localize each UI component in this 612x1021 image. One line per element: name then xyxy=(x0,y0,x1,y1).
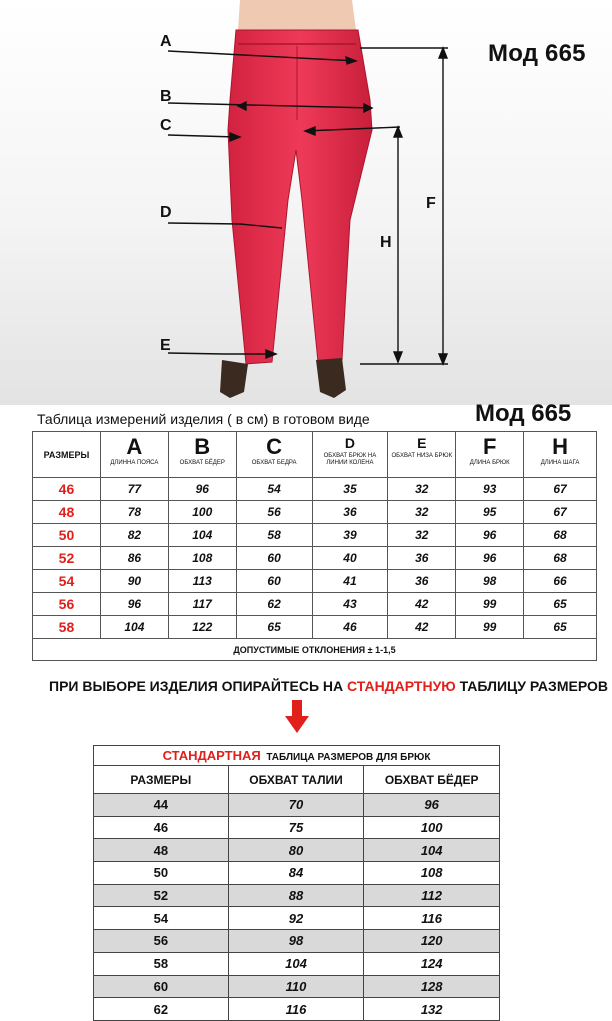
measurement-size-cell: 48 xyxy=(33,501,101,524)
model-label-top: Мод 665 xyxy=(488,40,586,67)
standard-value-cell: 116 xyxy=(364,907,500,930)
standard-size-cell: 54 xyxy=(94,907,229,930)
measurement-value-cell: 104 xyxy=(100,616,168,639)
measurement-value-cell: 39 xyxy=(312,524,388,547)
measurement-value-cell: 108 xyxy=(168,547,236,570)
measurement-value-cell: 99 xyxy=(456,593,524,616)
label-f: F xyxy=(426,195,436,212)
measurement-size-cell: 54 xyxy=(33,570,101,593)
standard-value-cell: 70 xyxy=(228,794,364,817)
standard-value-cell: 96 xyxy=(364,794,500,817)
measurement-row xyxy=(33,501,597,524)
right-shoe xyxy=(316,358,346,398)
measurement-value-cell: 95 xyxy=(456,501,524,524)
measurement-size-cell: 56 xyxy=(33,593,101,616)
measurement-value-cell: 113 xyxy=(168,570,236,593)
standard-value-cell: 80 xyxy=(228,839,364,862)
column-header-e: E ОБХВАТ НИЗА БРЮК xyxy=(388,432,456,478)
standard-header-sizes: РАЗМЕРЫ xyxy=(94,766,229,794)
measurement-value-cell: 98 xyxy=(456,570,524,593)
standard-header-waist: ОБХВАТ ТАЛИИ xyxy=(228,766,364,794)
standard-row xyxy=(94,816,500,839)
standard-value-cell: 124 xyxy=(364,952,500,975)
measurement-value-cell: 104 xyxy=(168,524,236,547)
standard-value-cell: 84 xyxy=(228,862,364,885)
note-text-after: ТАБЛИЦУ РАЗМЕРОВ xyxy=(455,678,608,694)
tolerance-row xyxy=(33,639,597,661)
standard-header-hips: ОБХВАТ БЁДЕР xyxy=(364,766,500,794)
measurement-value-cell: 41 xyxy=(312,570,388,593)
label-e: E xyxy=(160,337,171,354)
measurement-row xyxy=(33,593,597,616)
label-d: D xyxy=(160,204,172,221)
standard-value-cell: 110 xyxy=(228,975,364,998)
standard-size-cell: 52 xyxy=(94,884,229,907)
measurement-value-cell: 117 xyxy=(168,593,236,616)
measurement-value-cell: 96 xyxy=(168,478,236,501)
measurement-value-cell: 68 xyxy=(524,524,597,547)
standard-size-cell: 50 xyxy=(94,862,229,885)
measurement-value-cell: 67 xyxy=(524,478,597,501)
measurement-size-cell: 52 xyxy=(33,547,101,570)
standard-value-cell: 112 xyxy=(364,884,500,907)
measurement-value-cell: 122 xyxy=(168,616,236,639)
column-header-d: D ОБХВАТ БРЮК НА ЛИНИИ КОЛЕНА xyxy=(312,432,388,478)
standard-row xyxy=(94,884,500,907)
measurement-value-cell: 65 xyxy=(524,593,597,616)
column-header-a: A ДЛИННА ПОЯСА xyxy=(100,432,168,478)
label-c: C xyxy=(160,117,172,134)
standard-size-cell: 48 xyxy=(94,839,229,862)
measurement-value-cell: 66 xyxy=(524,570,597,593)
measurement-row xyxy=(33,478,597,501)
measurement-value-cell: 60 xyxy=(236,547,312,570)
measurement-value-cell: 40 xyxy=(312,547,388,570)
measurement-value-cell: 96 xyxy=(100,593,168,616)
label-a: A xyxy=(160,33,172,50)
measurement-value-cell: 36 xyxy=(312,501,388,524)
standard-row xyxy=(94,862,500,885)
standard-value-cell: 98 xyxy=(228,930,364,953)
measurement-value-cell: 42 xyxy=(388,593,456,616)
measurement-value-cell: 100 xyxy=(168,501,236,524)
measurement-value-cell: 32 xyxy=(388,478,456,501)
measurement-value-cell: 35 xyxy=(312,478,388,501)
standard-value-cell: 120 xyxy=(364,930,500,953)
measurement-value-cell: 65 xyxy=(524,616,597,639)
measurement-value-cell: 54 xyxy=(236,478,312,501)
measurement-row xyxy=(33,616,597,639)
size-chart-note xyxy=(49,678,608,694)
column-header-b: B ОБХВАТ БЁДЕР xyxy=(168,432,236,478)
standard-row xyxy=(94,930,500,953)
standard-table-title: СТАНДАРТНАЯ ТАБЛИЦА РАЗМЕРОВ ДЛЯ БРЮК xyxy=(94,746,500,766)
measurement-table-body xyxy=(33,478,597,639)
standard-value-cell: 92 xyxy=(228,907,364,930)
standard-value-cell: 104 xyxy=(364,839,500,862)
measurement-value-cell: 82 xyxy=(100,524,168,547)
standard-row xyxy=(94,998,500,1021)
measurement-value-cell: 36 xyxy=(388,547,456,570)
measurement-value-cell: 42 xyxy=(388,616,456,639)
standard-value-cell: 104 xyxy=(228,952,364,975)
standard-size-table xyxy=(93,745,500,1021)
measurement-value-cell: 67 xyxy=(524,501,597,524)
measurement-value-cell: 36 xyxy=(388,570,456,593)
measurement-value-cell: 65 xyxy=(236,616,312,639)
note-text-before: ПРИ ВЫБОРЕ ИЗДЕЛИЯ ОПИРАЙТЕСЬ НА xyxy=(49,678,348,694)
standard-size-cell: 56 xyxy=(94,930,229,953)
measurement-value-cell: 78 xyxy=(100,501,168,524)
measurement-value-cell: 77 xyxy=(100,478,168,501)
standard-size-cell: 62 xyxy=(94,998,229,1021)
standard-row xyxy=(94,952,500,975)
column-header-c: C ОБХВАТ БЕДРА xyxy=(236,432,312,478)
measurement-row xyxy=(33,570,597,593)
measurement-value-cell: 43 xyxy=(312,593,388,616)
torso-shape xyxy=(238,0,356,30)
measurement-size-cell: 58 xyxy=(33,616,101,639)
trousers-figure xyxy=(0,0,612,405)
standard-value-cell: 108 xyxy=(364,862,500,885)
measurement-value-cell: 32 xyxy=(388,501,456,524)
column-header-h: H ДЛИНА ШАГА xyxy=(524,432,597,478)
standard-value-cell: 128 xyxy=(364,975,500,998)
measurement-value-cell: 58 xyxy=(236,524,312,547)
standard-size-cell: 46 xyxy=(94,816,229,839)
measurement-value-cell: 46 xyxy=(312,616,388,639)
measurement-value-cell: 62 xyxy=(236,593,312,616)
standard-table-body xyxy=(94,794,500,1021)
measurement-value-cell: 68 xyxy=(524,547,597,570)
standard-size-cell: 58 xyxy=(94,952,229,975)
measurement-value-cell: 96 xyxy=(456,547,524,570)
standard-size-cell: 44 xyxy=(94,794,229,817)
measurement-value-cell: 32 xyxy=(388,524,456,547)
measurement-value-cell: 96 xyxy=(456,524,524,547)
down-arrow-icon xyxy=(285,700,309,734)
measurement-size-cell: 50 xyxy=(33,524,101,547)
note-highlight: СТАНДАРТНУЮ xyxy=(347,678,456,694)
sizes-header: РАЗМЕРЫ xyxy=(33,432,101,478)
standard-value-cell: 116 xyxy=(228,998,364,1021)
standard-row xyxy=(94,794,500,817)
column-header-f: F ДЛИНА БРЮК xyxy=(456,432,524,478)
measurement-header-row xyxy=(33,432,597,478)
measurement-value-cell: 99 xyxy=(456,616,524,639)
measurement-size-cell: 46 xyxy=(33,478,101,501)
measurement-value-cell: 90 xyxy=(100,570,168,593)
standard-value-cell: 88 xyxy=(228,884,364,907)
measurement-row xyxy=(33,524,597,547)
tolerance-text: ДОПУСТИМЫЕ ОТКЛОНЕНИЯ ± 1-1,5 xyxy=(33,639,597,661)
standard-value-cell: 75 xyxy=(228,816,364,839)
measurement-value-cell: 56 xyxy=(236,501,312,524)
standard-table-header-row xyxy=(94,766,500,794)
measurement-row xyxy=(33,547,597,570)
measurement-value-cell: 60 xyxy=(236,570,312,593)
label-b: B xyxy=(160,88,172,105)
measurement-value-cell: 93 xyxy=(456,478,524,501)
standard-size-cell: 60 xyxy=(94,975,229,998)
standard-row xyxy=(94,839,500,862)
model-label-table: Мод 665 xyxy=(475,400,572,427)
measurement-value-cell: 86 xyxy=(100,547,168,570)
standard-row xyxy=(94,975,500,998)
measurement-table xyxy=(32,431,597,661)
standard-value-cell: 132 xyxy=(364,998,500,1021)
standard-table-title-row xyxy=(94,746,500,766)
label-h: H xyxy=(380,234,392,251)
standard-row xyxy=(94,907,500,930)
measurement-table-caption: Таблица измерений изделия ( в см) в готовом виде xyxy=(37,411,370,427)
standard-value-cell: 100 xyxy=(364,816,500,839)
